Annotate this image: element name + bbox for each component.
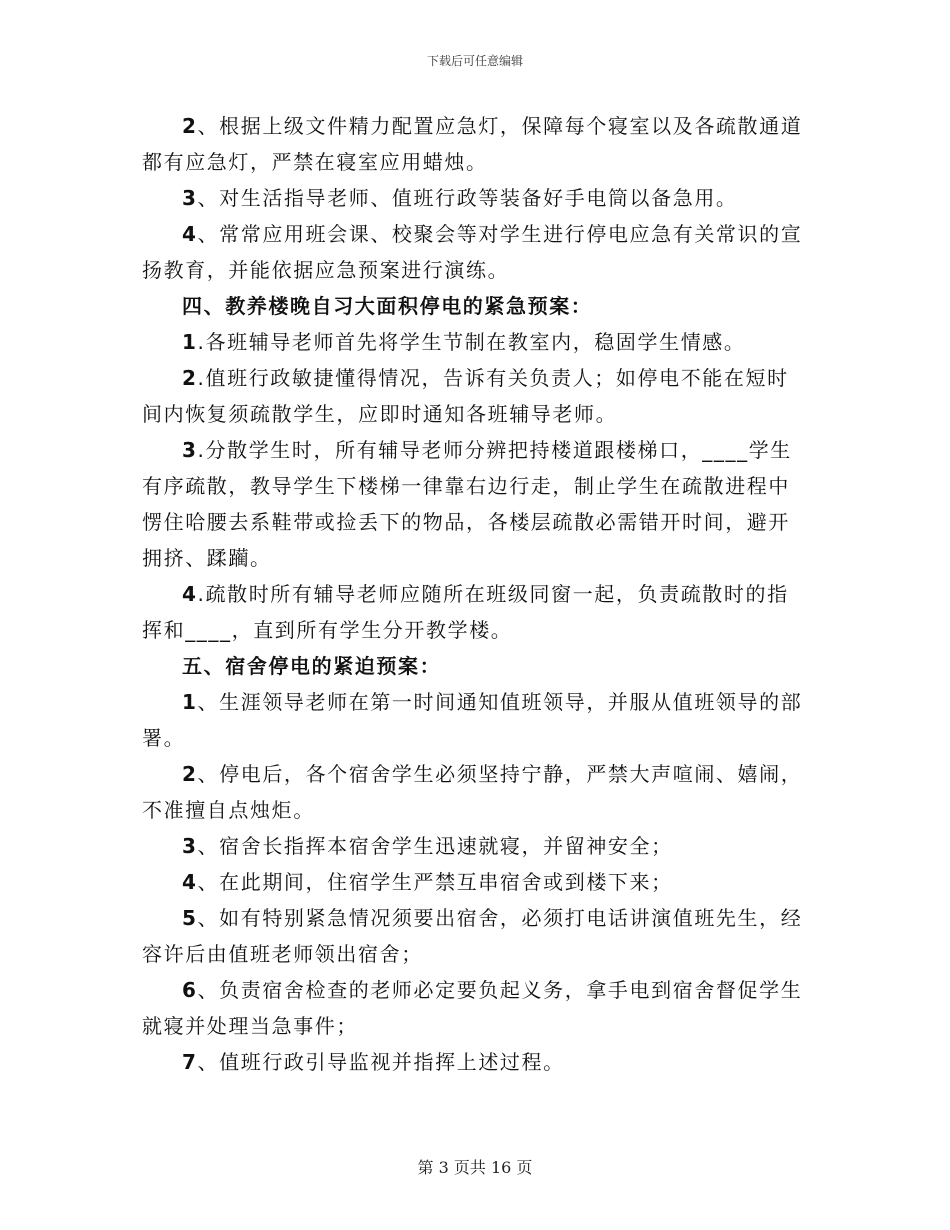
paragraph-text: 、停电后，各个宿舍学生必须坚持宁静，严禁大声喧闹、嬉闹，不准擅自点烛炬。 — [142, 762, 803, 822]
paragraph — [142, 900, 810, 972]
paragraph-text: 、在此期间，住宿学生严禁互串宿舍或到楼下来； — [197, 870, 673, 894]
paragraph — [142, 756, 810, 828]
paragraph — [142, 108, 810, 180]
item-number: 1 — [182, 330, 198, 354]
paragraph — [142, 684, 810, 756]
paragraph — [142, 972, 810, 1044]
item-number: 1 — [182, 690, 198, 714]
paragraph — [142, 360, 810, 432]
paragraph-text: .各班辅导老师首先将学生节制在教室内，稳固学生情感。 — [197, 330, 746, 354]
paragraph-text: 、宿舍长指挥本宿舍学生迅速就寝，并留神安全； — [197, 834, 673, 858]
paragraph-text: .分散学生时，所有辅导老师分辨把持楼道跟楼梯口，____学生有序疏散，教导学生下楼梯一律靠右边行走，制止学生在疏散进程中愣住哈腰去系鞋带或捡丢下的物品，各楼层疏散必需错开时间，避开拥挤、蹂躏。 — [142, 438, 792, 570]
item-number: 4 — [182, 222, 198, 246]
section-heading: 五、宿舍停电的紧迫预案： — [182, 654, 442, 678]
item-number: 4 — [182, 582, 198, 606]
paragraph — [142, 180, 810, 216]
paragraph — [142, 432, 810, 576]
paragraph — [142, 864, 810, 900]
item-number: 2 — [182, 114, 198, 138]
paragraph-text: 、常常应用班会课、校聚会等对学生进行停电应急有关常识的宣扬教育，并能依据应急预案进行演练。 — [142, 222, 803, 282]
paragraph — [142, 828, 810, 864]
paragraph — [142, 1044, 810, 1080]
section-heading: 四、教养楼晚自习大面积停电的紧急预案： — [182, 294, 593, 318]
item-number: 3 — [182, 438, 198, 462]
item-number: 5 — [182, 906, 198, 930]
paragraph-text: 、值班行政引导监视并指挥上述过程。 — [197, 1050, 565, 1074]
paragraph-text: .值班行政敏捷懂得情况，告诉有关负责人；如停电不能在短时间内恢复须疏散学生，应即时通知各班辅导老师。 — [142, 366, 789, 426]
paragraph — [142, 576, 810, 648]
page-footer-number: 第 3 页共 16 页 — [417, 1158, 533, 1177]
item-number: 3 — [182, 186, 198, 210]
item-number: 6 — [182, 978, 198, 1002]
item-number: 4 — [182, 870, 198, 894]
page-header-note: 下载后可任意编辑 — [426, 54, 523, 68]
item-number: 2 — [182, 366, 198, 390]
paragraph-text: 、对生活指导老师、值班行政等装备好手电筒以备急用。 — [197, 186, 738, 210]
item-number: 3 — [182, 834, 198, 858]
paragraph-text: 、生涯领导老师在第一时间通知值班领导，并服从值班领导的部署。 — [142, 690, 803, 750]
paragraph-text: 、如有特别紧急情况须要出宿舍，必须打电话讲演值班先生，经容许后由值班老师领出宿舍； — [142, 906, 803, 966]
item-number: 7 — [182, 1050, 198, 1074]
paragraph-text: 、根据上级文件精力配置应急灯，保障每个寝室以及各疏散通道都有应急灯，严禁在寝室应用蜡烛。 — [142, 114, 803, 174]
paragraph — [142, 324, 810, 360]
paragraph — [142, 216, 810, 288]
paragraph-text: .疏散时所有辅导老师应随所在班级同窗一起，负责疏散时的指挥和____，直到所有学生分开教学楼。 — [142, 582, 789, 642]
paragraph-text: 、负责宿舍检查的老师必定要负起义务，拿手电到宿舍督促学生就寝并处理当急事件； — [142, 978, 803, 1038]
document-body — [142, 108, 810, 1080]
item-number: 2 — [182, 762, 198, 786]
